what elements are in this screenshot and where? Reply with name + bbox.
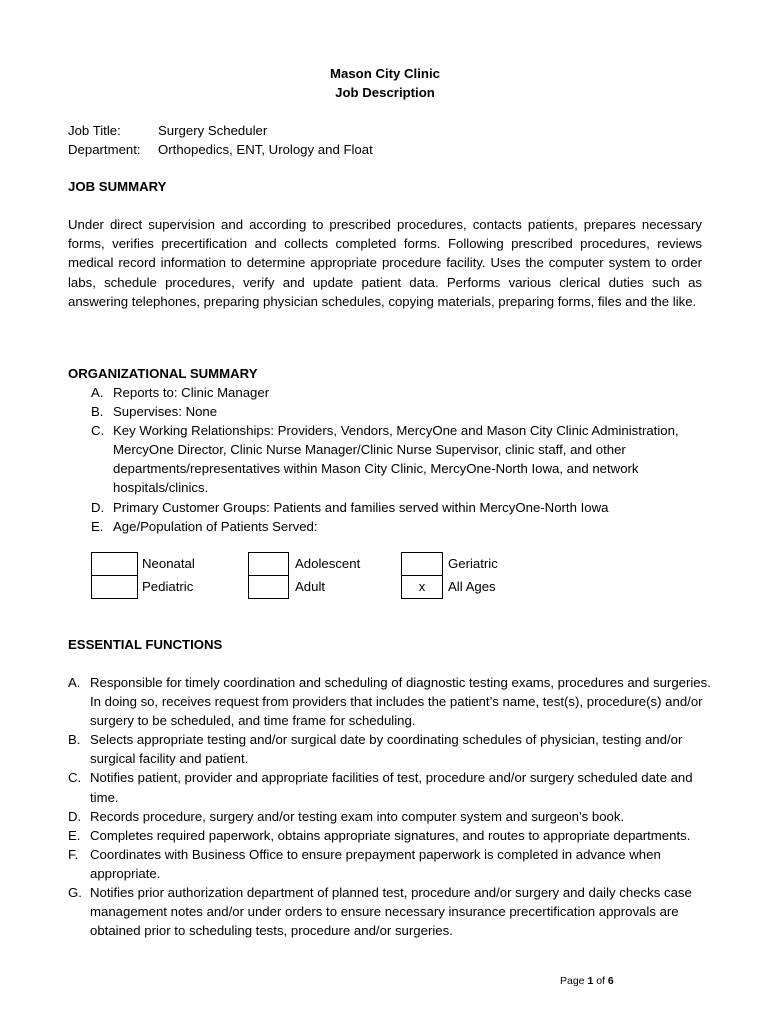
list-item <box>91 517 713 536</box>
option-adult: Adult <box>295 579 326 594</box>
checkbox-adolescent-adult[interactable] <box>248 552 289 599</box>
option-all-ages: All Ages <box>448 579 496 594</box>
list-item <box>68 673 714 730</box>
list-text: Completes required paperwork, obtains appropriate signatures, and routes to appropriate departments. <box>90 827 691 843</box>
list-text: Responsible for timely coordination and scheduling of diagnostic testing exams, procedures and surgeries. In doing so, receives request from providers that includes the patient’s name, test(s), procedure(s) and/or surgery to be scheduled, and time frame for scheduling. <box>90 675 711 729</box>
org-summary-heading: ORGANIZATIONAL SUMMARY <box>68 366 258 381</box>
checkbox-allages-mark: x <box>418 579 426 594</box>
checkbox-neonatal-pediatric[interactable] <box>91 552 138 599</box>
list-letter: C. <box>91 423 105 439</box>
list-item <box>68 826 714 845</box>
job-summary-text: Under direct supervision and according to prescribed procedures, contacts patients, prepares necessary forms, verifies precertification and collects completed forms. Following prescribed procedures, reviews medical record information to determine appropriate procedure facility. Uses the computer system to order labs, schedule procedures, verify and update patient data. Performs various clerical duties such as answering telephones, preparing physician schedules, copying materials, preparing forms, files and the like. <box>68 217 702 309</box>
checkbox-divider <box>249 575 288 576</box>
checkbox-divider <box>92 575 137 576</box>
doc-type: Job Description <box>335 85 435 100</box>
list-letter: C. <box>68 770 82 786</box>
job-title-label: Job Title: <box>68 123 121 138</box>
list-letter: B. <box>68 732 81 748</box>
list-text: Primary Customer Groups: Patients and families served within MercyOne-North Iowa <box>113 499 609 515</box>
org-summary-list <box>91 383 713 536</box>
list-text: Notifies patient, provider and appropriate facilities of test, procedure and/or surgery scheduled date and time. <box>90 770 693 805</box>
list-text: Selects appropriate testing and/or surgical date by coordinating schedules of physician, testing and/or surgical facility and patient. <box>90 732 683 767</box>
list-letter: B. <box>91 404 104 420</box>
page-word: Page <box>560 975 585 987</box>
list-item <box>68 845 714 883</box>
list-item <box>68 730 714 768</box>
department-label: Department: <box>68 142 141 157</box>
list-item <box>68 768 714 806</box>
checkbox-geriatric-allages[interactable] <box>401 552 443 599</box>
list-letter: A. <box>91 385 104 400</box>
list-letter: D. <box>68 808 82 824</box>
page-footer <box>560 975 614 987</box>
list-letter: A. <box>68 675 81 690</box>
option-geriatric: Geriatric <box>448 556 498 571</box>
job-summary-heading: JOB SUMMARY <box>68 179 167 194</box>
list-letter: E. <box>68 827 81 843</box>
option-adolescent: Adolescent <box>295 556 361 571</box>
list-letter: F. <box>68 846 79 862</box>
list-letter: D. <box>91 499 105 515</box>
list-item <box>91 498 713 517</box>
essential-functions-heading: ESSENTIAL FUNCTIONS <box>68 637 223 652</box>
list-text: Supervises: None <box>113 404 218 420</box>
list-text: Age/Population of Patients Served: <box>113 518 318 534</box>
list-text: Records procedure, surgery and/or testing exam into computer system and surgeon’s book. <box>90 808 625 824</box>
list-item <box>68 807 714 826</box>
org-name: Mason City Clinic <box>330 66 440 81</box>
department-value: Orthopedics, ENT, Urology and Float <box>158 142 373 157</box>
option-neonatal: Neonatal <box>142 556 195 571</box>
list-text: Reports to: Clinic Manager <box>113 385 270 400</box>
list-text: Coordinates with Business Office to ensure prepayment paperwork is completed in advance when appropriate. <box>90 846 661 881</box>
list-text: Notifies prior authorization department of planned test, procedure and/or surgery and daily checks case management notes and/or under orders to ensure necessary insurance precertification approvals are obtained prior to scheduling tests, procedure and/or surgeries. <box>90 885 692 939</box>
job-title-value: Surgery Scheduler <box>158 123 268 138</box>
list-item <box>91 402 713 421</box>
page-number: 1 <box>587 975 594 987</box>
list-item <box>91 383 713 402</box>
option-pediatric: Pediatric <box>142 579 194 594</box>
list-letter: E. <box>91 518 104 534</box>
list-text: Key Working Relationships: Providers, Vendors, MercyOne and Mason City Clinic Administration, MercyOne Director, Clinic Nurse Manager/Clinic Nurse Supervisor, clinic staff, and other departments/representatives within Mason City Clinic, MercyOne-North Iowa, and network hospitals/clinics. <box>113 423 679 496</box>
list-item <box>91 421 713 497</box>
page-total: 6 <box>607 975 614 987</box>
checkbox-divider <box>402 575 442 576</box>
list-item <box>68 883 714 940</box>
of-word: of <box>596 975 605 987</box>
list-letter: G. <box>68 885 82 901</box>
essential-functions-list <box>68 673 714 940</box>
